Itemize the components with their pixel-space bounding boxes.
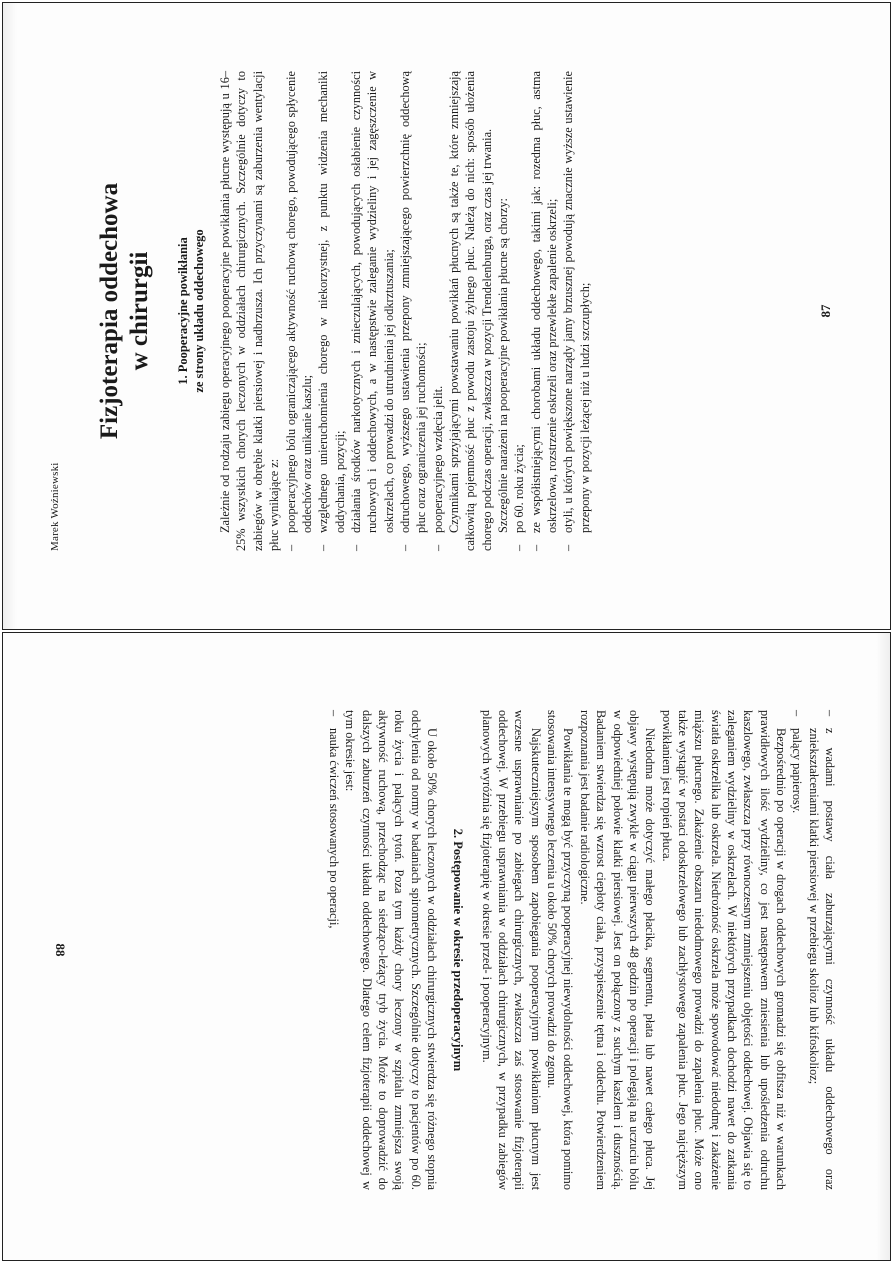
goals-list (326, 710, 342, 1190)
section-1-heading-line-1: 1. Pooperacyjne powikłania (175, 237, 190, 385)
list-item: – nauka ćwiczeń stosowanych po operacji, (326, 710, 342, 1190)
running-head: Marek Woźniewski (49, 462, 61, 551)
scanned-page-88 (2, 632, 891, 1261)
scan-shadow (876, 633, 890, 1260)
chapter-title-line-1: Fizjoterapia oddechowa (95, 182, 123, 440)
list-item: – działania środków narkotycznych i znieczulających, powodujących osłabienie czynności ruchowych i oddechowych, a w następstwie zaleganie wydzieliny i jej zagęszczenie w oskrzelach, co prowadzi do utrudnienia jej odkrztuszania; (348, 71, 397, 551)
section-1-heading (175, 71, 208, 551)
list-item: – z wadami postawy ciała zaburzającymi czynność układu oddechowego oraz zniekształceniami klatki piersiowej w przebiegu skolioz lub kifoskolioz; (805, 710, 838, 1190)
page-87-content (18, 35, 858, 595)
chapter-title-line-2: w chirurgii (125, 251, 153, 371)
list-item: – pooperacyjnego wzdęcia jelit. (430, 71, 446, 551)
page-88-content (28, 666, 868, 1226)
causes-list (283, 71, 446, 551)
list-item: – względnego unieruchomienia chorego w niekorzystnej, z punktu widzenia mechaniki oddychania, pozycji; (315, 71, 348, 551)
paragraph: Najskuteczniejszym sposobem zapobiegania pooperacyjnym powikłaniom płucnym jest wczesne usprawnianie po zabiegach chirurgicznych, zwłaszcza zaś stosowanie fizjoterapii oddechowej. W przebiegu usprawniania w oddziałach chirurgicznych, w przypadku zabiegów planowych wyróżnia się fizjoterapię w okresie przed- i pooperacyjnym. (479, 710, 543, 1190)
page-number: 88 (53, 943, 69, 957)
list-item: – palący papierosy. (789, 710, 805, 1190)
paragraph: Powikłania te mogą być przyczyną pooperacyjnej niewydolności oddechowej, która pomimo stosowania intensywnego leczenia u około 50% chorych prowadzi do zgonu. (545, 710, 576, 1190)
section-2-heading: 2. Postępowanie w okresie przedoperacyjnym (451, 828, 466, 1072)
paragraph: Czynnikami sprzyjającymi powstawaniu powikłań płucnych są także te, które zmniejszają całkowitą pojemność płuc z powodu zastoju żylnego płuc. Należą do nich: sposób ułożenia chorego podczas operacji, zwłaszcza w pozycji Trendelenburga, oraz czas jej trwania. (446, 71, 494, 551)
list-item: – odruchowego, wyższego ustawienia przepony zmniejszającego powierzchnię oddechową płuc oraz ograniczenia jej ruchomości; (397, 71, 430, 551)
page-number: 87 (817, 304, 833, 318)
paragraph: Zależnie od rodzaju zabiegu operacyjnego pooperacyjne powikłania płucne występują u 16–25% wszystkich chorych leczonych w oddziałach chirurgicznych. Szczególnie dotyczy to zabiegów w obrębie klatki piersiowej i nadbrzusza. Ich przyczynami są zaburzenia wentylacji płuc wynikające z: (218, 71, 282, 551)
scanned-page-87 (2, 2, 891, 630)
paragraph: Bezpośrednio po operacji w drogach oddechowych gromadzi się obfitsza niż w warunkach prawidłowych ilość wydzieliny, co jest następstwem zniesienia lub upośledzenia odruchu kaszlowego, zwłaszcza przy równoczesnym zmniejszeniu objętości oddechowej. Objawia się to zaleganiem wydzieliny w oskrzelach. W niektórych przypadkach dochodzi nawet do zatkania światła oskrzelika lub oskrzela. Niedrożność oskrzela może spowodować niedodmę i zakażenie miąższu płucnego. Zakażenie obszaru niedodmowego prowadzi do zapalenia płuc. Może ono także wystąpić w postaci odoskrzelowego lub zachłystowego zapalenia płuc. Jego najcięższym powikłaniem jest ropień płuca. (659, 710, 788, 1190)
chapter-title (95, 71, 155, 551)
paragraph: Niedodma może dotyczyć małego płacika, segmentu, płata lub nawet całego płuca. Jej objawy występują zwykle w ciągu pierwszych 48 godzin po operacji i polegają na uczuciu bólu w odpowiedniej połowie klatki piersiowej. Jest on połączony z suchym kaszlem i dusznością. Badaniem stwierdza się wzrost ciepłoty ciała, przyspieszenie tętna i oddechu. Potwierdzeniem rozpoznania jest badanie radiologiczne. (577, 710, 658, 1190)
paragraph: Szczególnie narażeni na pooperacyjne powikłania płucne są chorzy: (495, 198, 510, 533)
risk-groups-list-continued (789, 710, 838, 1190)
list-item: – ze współistniejącymi chorobami układu oddechowego, takimi jak: rozedma płuc, astma oskrzelowa, rozstrzenie oskrzeli oraz przewlekłe zapalenie oskrzeli; (528, 71, 561, 551)
list-item: – po 60. roku życia; (511, 71, 527, 551)
section-1-heading-line-2: ze strony układu oddechowego (191, 229, 206, 393)
risk-groups-list (511, 71, 593, 551)
scan-shadow (3, 3, 17, 629)
list-item: – otyli, u których powiększone narządy jamy brzusznej powodują znacznie wyższe ustawienie przepony w pozycji leżącej niż u ludzi szczupłych; (560, 71, 593, 551)
list-item: – pooperacyjnego bólu ograniczającego aktywność ruchową chorego, powodującego spłycenie oddechów oraz unikanie kaszlu; (283, 71, 316, 551)
paragraph: U około 50% chorych leczonych w oddziałach chirurgicznych stwierdza się różnego stopnia odchylenia od normy w badaniach spirometrycznych. Szczególnie dotyczy to pacjentów po 60. roku życia i palących tytoń. Poza tym każdy chory leczony w szpitalu zmniejsza swoją aktywność ruchową, przechodząc na siedząco-leżący tryb życia. Może to doprowadzić do dalszych zaburzeń czynności układu oddechowego. Dlatego celem fizjoterapii oddechowej w tym okresie jest: (343, 710, 440, 1190)
